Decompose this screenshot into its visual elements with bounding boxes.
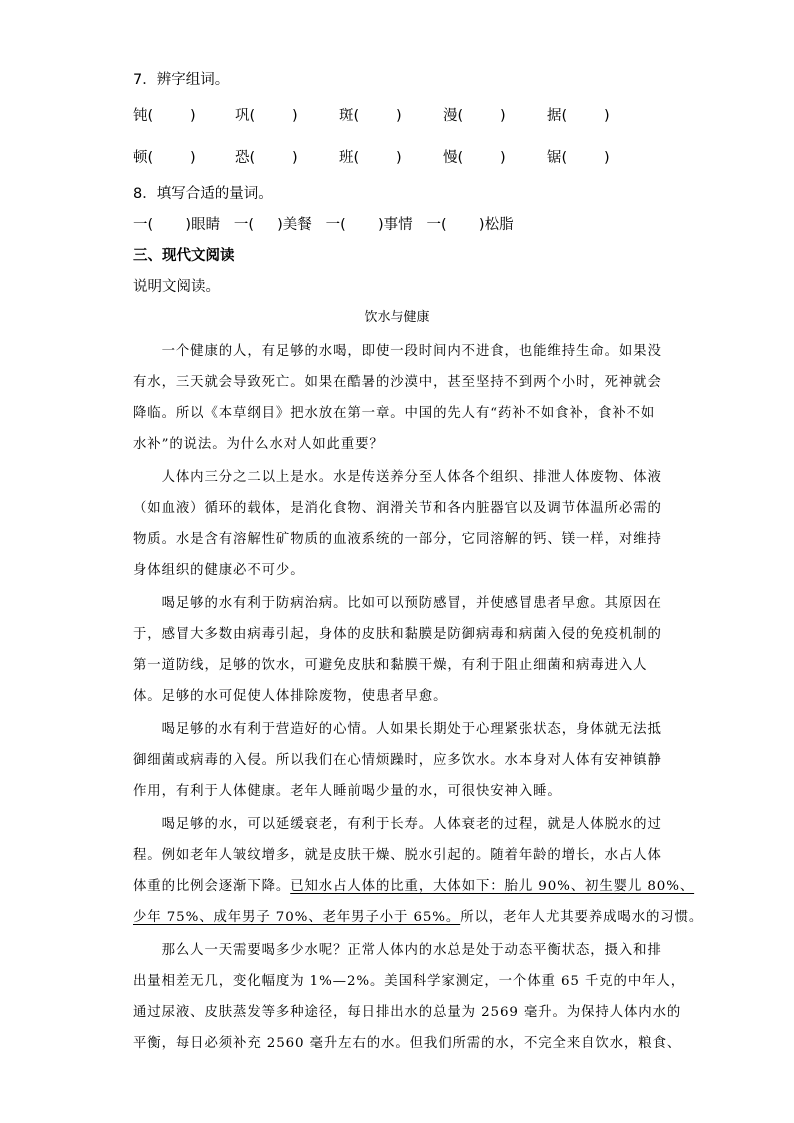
article-line: 于，感冒大多数由病毒引起，身体的皮肤和黏膜是防御病毒和病菌入侵的免疫机制的 — [133, 627, 662, 642]
article-line: 作用，有利于人体健康。老年人睡前喝少量的水，可很快安神入睡。 — [133, 784, 562, 799]
article-text: 所以，老年人尤其要养成喝水的习惯。 — [460, 910, 704, 925]
article-line: 平衡，每日必须补充 2560 毫升左右的水。但我们所需的水，不完全来自饮水，粮食、 — [133, 1036, 682, 1051]
article-line: 第一道防线，足够的饮水，可避免皮肤和黏膜干燥，有利于阻止细菌和病毒进入人 — [133, 658, 648, 673]
article-line: 降临。所以《本草纲目》把水放在第一章。中国的先人有“药补不如食补，食补不如 — [133, 406, 656, 421]
article-line: 御细菌或病毒的入侵。所以我们在心情烦躁时，应多饮水。水本身对人体有安神镇静 — [133, 753, 662, 768]
article-line: 出量相差无几，变化幅度为 1%—2%。美国科学家测定，一个体重 65 千克的中年人， — [133, 974, 685, 989]
q7-item: 斑( ) — [339, 108, 402, 124]
article-line — [133, 875, 695, 894]
article-title: 饮水与健康 — [364, 310, 430, 325]
article-line — [133, 906, 704, 925]
q7-item: 班( ) — [339, 150, 402, 166]
q7-item: 漫( ) — [443, 108, 506, 124]
article-line: 有水，三天就会导致死亡。如果在酷暑的沙漠中，甚至坚持不到两个小时，死神就会 — [133, 375, 662, 390]
article-line: 那么人一天需要喝多少水呢？正常人体内的水总是处于动态平衡状态，摄入和排 — [133, 943, 662, 958]
article-line: 通过尿液、皮肤蒸发等多种途径，每日排出水的总量为 2569 毫升。为保持人体内水的 — [133, 1005, 682, 1020]
q7-item: 慢( ) — [443, 150, 506, 166]
q7-item: 锯( ) — [547, 150, 610, 166]
q8-measure-words: 一( )眼睛 一( )美餐 一( )事情 一( )松脂 — [133, 217, 514, 233]
q7-title: 7．辨字组词。 — [133, 72, 230, 88]
section-heading: 三、现代文阅读 — [133, 248, 235, 264]
q7-item: 顿( ) — [133, 150, 196, 166]
article-line: 一个健康的人，有足够的水喝，即使一段时间内不进食，也能维持生命。如果没 — [133, 344, 662, 359]
section-subtitle: 说明文阅读。 — [133, 279, 220, 295]
q7-item: 恐( ) — [235, 150, 298, 166]
article-text: 体重的比例会逐渐下降。 — [133, 879, 291, 894]
q7-item: 钝( ) — [133, 108, 196, 124]
q7-item: 巩( ) — [235, 108, 298, 124]
q7-item: 据( ) — [547, 108, 610, 124]
article-line: 喝足够的水有利于营造好的心情。人如果长期处于心理紧张状态，身体就无法抵 — [133, 722, 662, 737]
article-line: 物质。水是含有溶解性矿物质的血液系统的一部分，它同溶解的钙、镁一样，对维持 — [133, 532, 662, 547]
article-line: （如血液）循环的载体，是消化食物、润滑关节和各内脏器官以及调节体温所必需的 — [133, 501, 662, 516]
article-line: 程。例如老年人皱纹增多，就是皮肤干燥、脱水引起的。随着年龄的增长，水占人体 — [133, 848, 662, 863]
article-line: 喝足够的水，可以延缓衰老，有利于长寿。人体衰老的过程，就是人体脱水的过 — [133, 817, 662, 832]
q8-title: 8．填写合适的量词。 — [133, 186, 273, 202]
article-line: 体。足够的水可促使人体排除废物，使患者早愈。 — [133, 689, 448, 704]
article-line: 人体内三分之二以上是水。水是传送养分至人体各个组织、排泄人体废物、体液 — [133, 470, 662, 485]
article-line: 水补”的说法。为什么水对人如此重要？ — [133, 437, 384, 452]
article-line: 喝足够的水有利于防病治病。比如可以预防感冒，并使感冒患者早愈。其原因在 — [133, 596, 662, 611]
article-line: 身体组织的健康必不可少。 — [133, 563, 305, 578]
underlined-text: 已知水占人体的比重，大体如下：胎儿 90%、初生婴儿 80%、 — [290, 879, 695, 894]
underlined-text: 少年 75%、成年男子 70%、老年男子小于 65%。 — [133, 910, 461, 925]
